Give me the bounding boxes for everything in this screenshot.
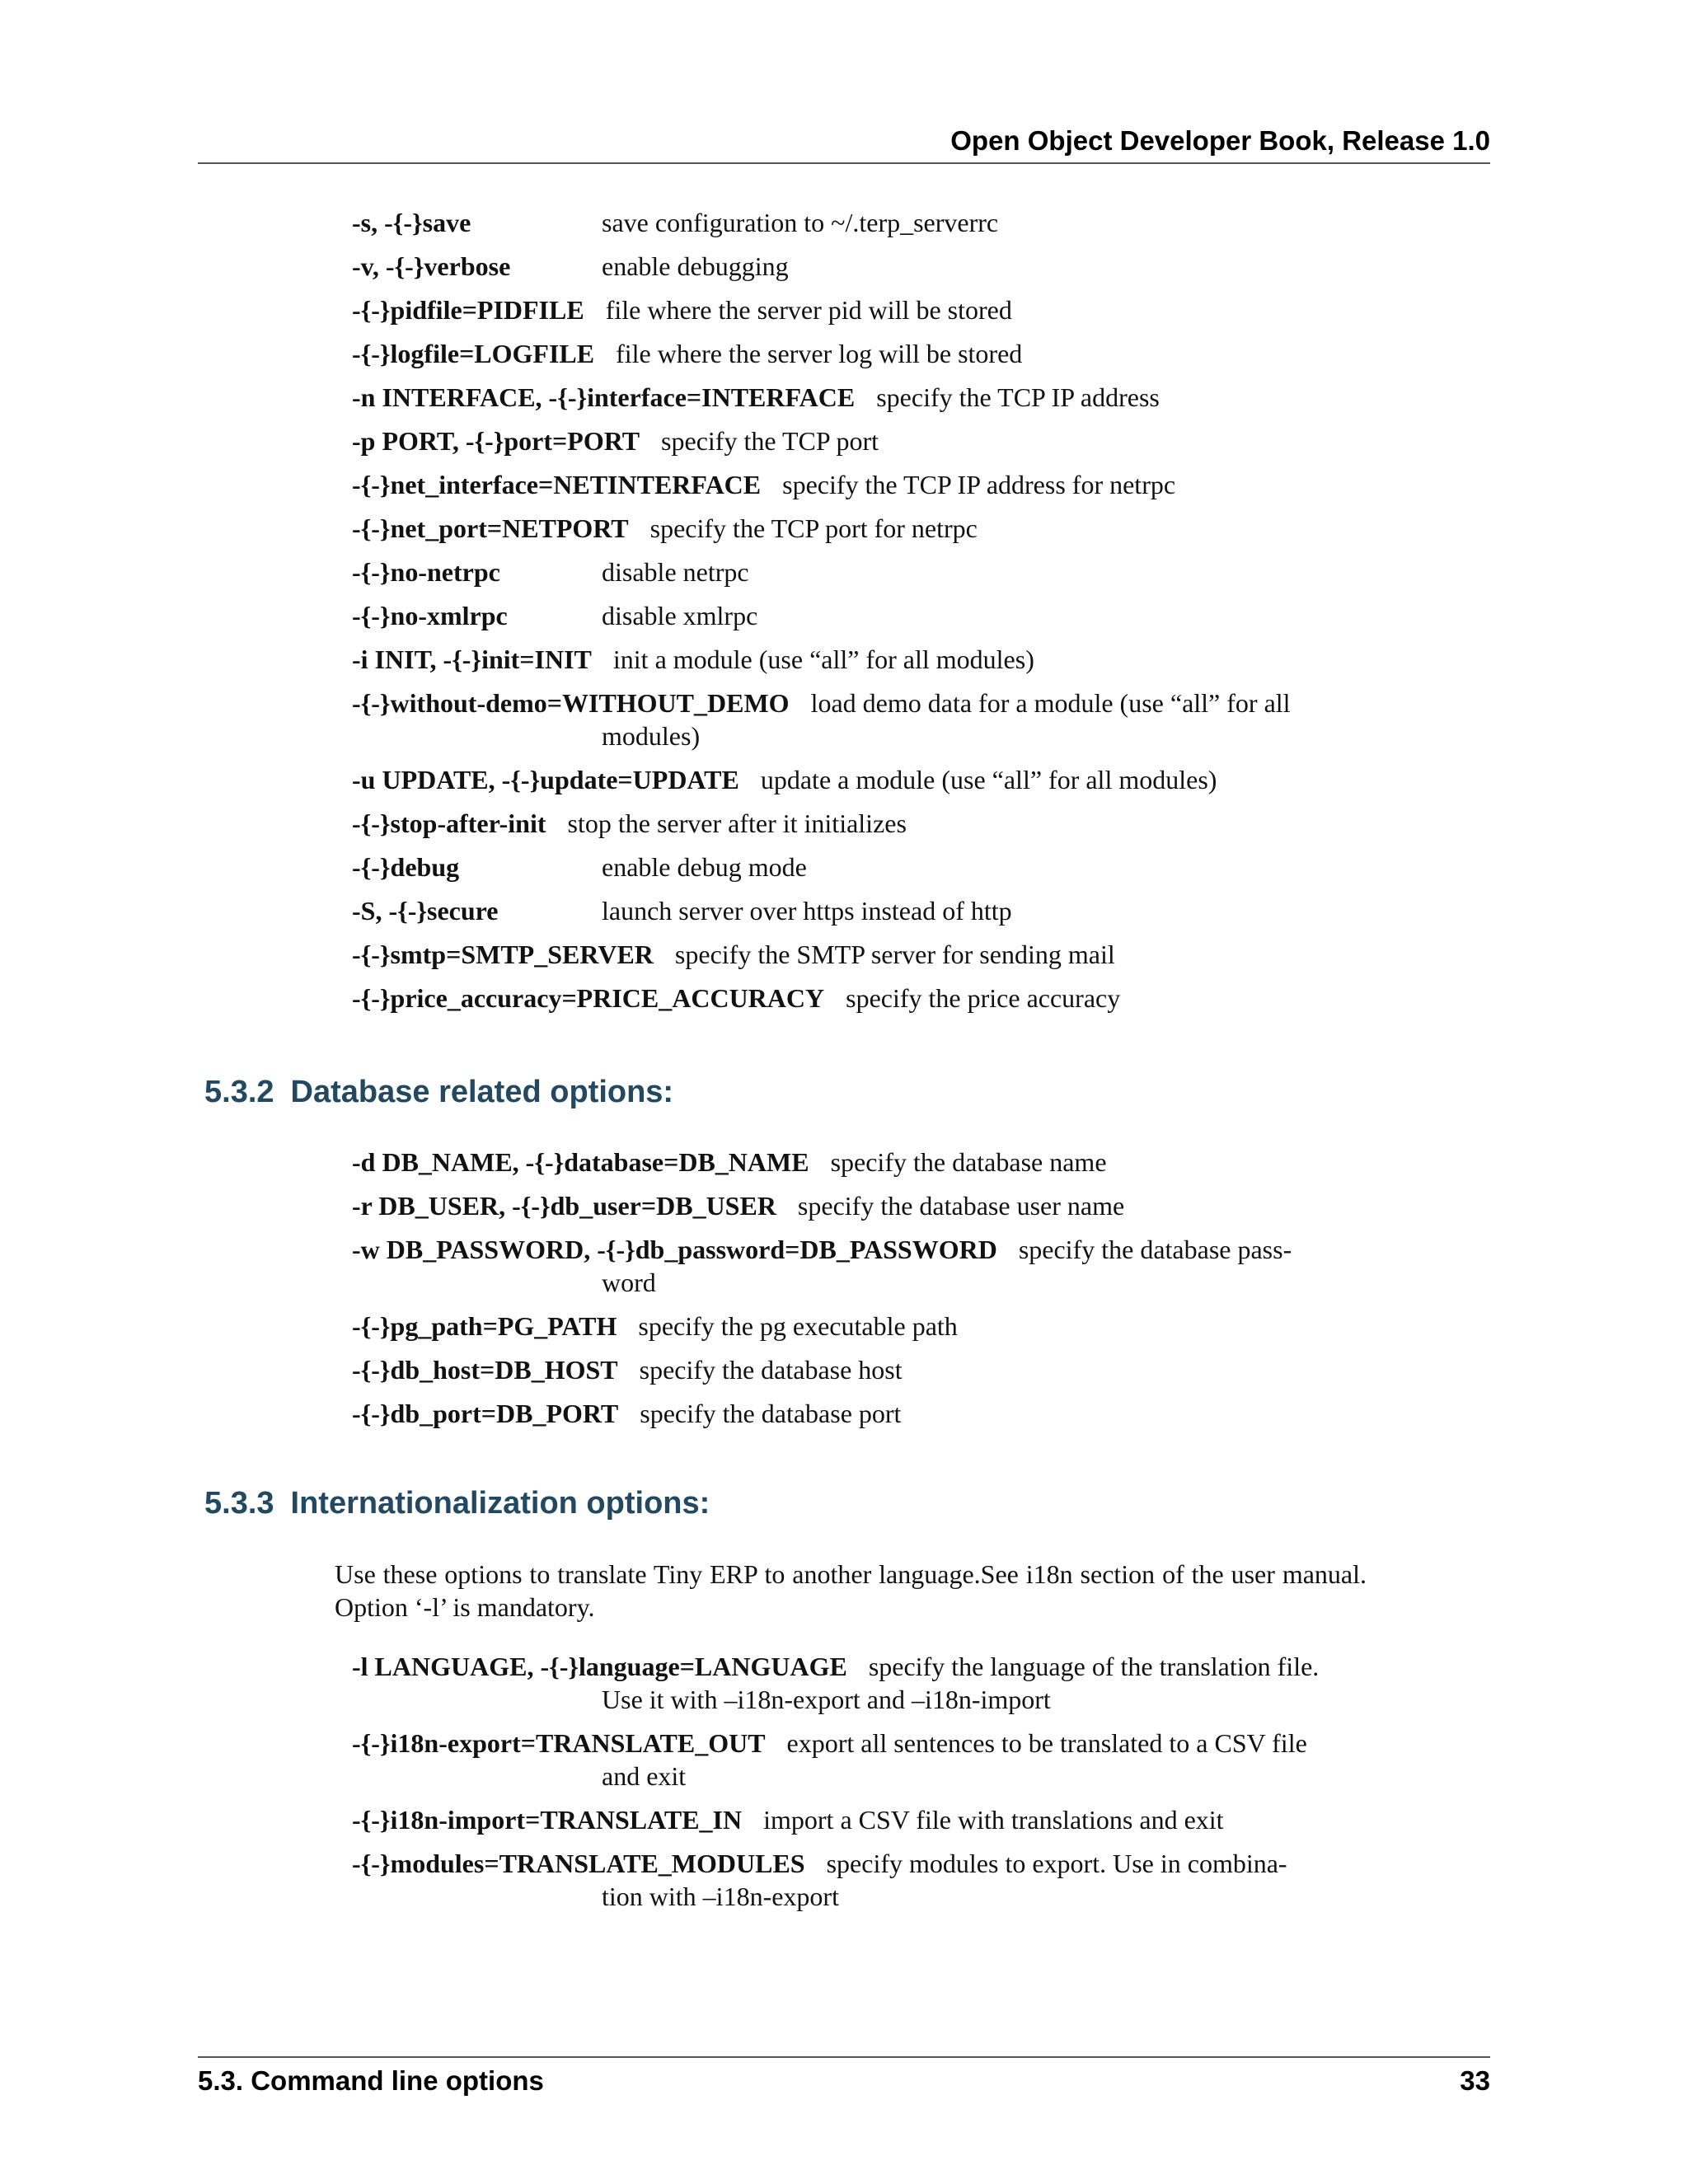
option-description-continued: word <box>602 1268 656 1297</box>
i18n-intro-paragraph: Use these options to translate Tiny ERP to another language.See i18n section of the user manual. Option ‘-l’ is mandatory. <box>335 1559 1367 1622</box>
option-description: import a CSV file with translations and exit <box>763 1805 1224 1835</box>
option-entry <box>352 1803 1349 1836</box>
option-entry <box>352 468 1349 501</box>
section-number: 5.3.3 <box>204 1486 274 1521</box>
option-description: specify the price accuracy <box>846 983 1121 1013</box>
option-entry <box>352 807 1349 840</box>
option-description: specify the pg executable path <box>638 1311 958 1341</box>
option-flag: -{-}net_port=NETPORT <box>352 513 629 543</box>
option-entry <box>352 599 1349 632</box>
option-entry <box>352 687 1349 752</box>
option-description: disable xmlrpc <box>602 601 758 630</box>
option-entry <box>352 512 1349 545</box>
option-description-continued: and exit <box>602 1761 687 1791</box>
option-entry <box>352 982 1349 1015</box>
option-flag: -r DB_USER, -{-}db_user=DB_USER <box>352 1191 776 1221</box>
option-entry <box>352 424 1349 457</box>
page-number: 33 <box>1460 2065 1490 2096</box>
option-flag: -{-}i18n-export=TRANSLATE_OUT <box>352 1728 766 1758</box>
option-description: specify the language of the translation file. <box>868 1652 1320 1681</box>
option-flag: -{-}price_accuracy=PRICE_ACCURACY <box>352 983 825 1013</box>
option-description: load demo data for a module (use “all” for all <box>810 688 1291 718</box>
option-description: export all sentences to be translated to a CSV file <box>786 1728 1307 1758</box>
server-options-list <box>352 206 1349 1025</box>
option-description-continued: modules) <box>602 721 701 751</box>
option-description: update a module (use “all” for all modules) <box>760 765 1217 794</box>
option-description: specify the database port <box>640 1399 902 1428</box>
option-entry <box>352 1397 1349 1430</box>
footer-section: 5.3. Command line options <box>198 2065 544 2096</box>
option-description: specify the TCP port <box>661 426 879 456</box>
option-description: specify the database name <box>830 1147 1107 1177</box>
section-number: 5.3.2 <box>204 1075 274 1109</box>
option-description: specify the TCP IP address <box>876 382 1160 412</box>
option-description: specify the SMTP server for sending mail <box>674 940 1115 969</box>
option-flag: -{-}no-netrpc <box>352 557 500 587</box>
option-description: specify modules to export. Use in combina- <box>826 1849 1287 1878</box>
option-flag: -{-}modules=TRANSLATE_MODULES <box>352 1849 805 1878</box>
option-description: launch server over https instead of http <box>602 896 1012 926</box>
option-description-continued: Use it with –i18n-export and –i18n-import <box>602 1685 1051 1714</box>
option-description: file where the server log will be stored <box>616 339 1023 368</box>
footer-rule <box>198 2056 1490 2058</box>
option-description: specify the database pass- <box>1018 1235 1292 1264</box>
section-heading-database <box>204 1075 673 1110</box>
option-description: init a module (use “all” for all modules) <box>612 644 1034 674</box>
section-title: Internationalization options: <box>290 1486 710 1521</box>
option-flag: -l LANGUAGE, -{-}language=LANGUAGE <box>352 1652 847 1681</box>
option-flag: -s, -{-}save <box>352 208 471 237</box>
option-flag: -{-}pidfile=PIDFILE <box>352 295 584 325</box>
option-entry <box>352 643 1349 676</box>
option-entry <box>352 851 1349 883</box>
option-description: specify the database host <box>639 1355 903 1385</box>
option-entry <box>352 1233 1349 1299</box>
option-entry <box>352 555 1349 588</box>
option-flag: -{-}stop-after-init <box>352 808 546 838</box>
option-description: enable debug mode <box>602 852 807 882</box>
option-entry <box>352 1310 1349 1343</box>
option-flag: -i INIT, -{-}init=INIT <box>352 644 592 674</box>
option-flag: -p PORT, -{-}port=PORT <box>352 426 640 456</box>
option-flag: -{-}logfile=LOGFILE <box>352 339 595 368</box>
section-heading-i18n <box>204 1486 710 1521</box>
option-entry <box>352 763 1349 796</box>
option-flag: -n INTERFACE, -{-}interface=INTERFACE <box>352 382 856 412</box>
option-description: specify the TCP IP address for netrpc <box>782 470 1176 499</box>
option-entry <box>352 293 1349 326</box>
header-rule <box>198 162 1490 164</box>
option-entry <box>352 381 1349 414</box>
option-flag: -S, -{-}secure <box>352 896 499 926</box>
running-header: Open Object Developer Book, Release 1.0 <box>950 125 1490 156</box>
option-entry <box>352 1146 1349 1179</box>
option-description: save configuration to ~/.terp_serverrc <box>602 208 999 237</box>
option-entry <box>352 337 1349 370</box>
option-flag: -u UPDATE, -{-}update=UPDATE <box>352 765 739 794</box>
option-flag: -v, -{-}verbose <box>352 251 511 281</box>
option-entry <box>352 1650 1349 1716</box>
option-flag: -{-}without-demo=WITHOUT_DEMO <box>352 688 790 718</box>
option-entry <box>352 894 1349 927</box>
option-flag: -{-}pg_path=PG_PATH <box>352 1311 617 1341</box>
i18n-options-list <box>352 1650 1349 1924</box>
option-flag: -d DB_NAME, -{-}database=DB_NAME <box>352 1147 809 1177</box>
option-description: enable debugging <box>602 251 789 281</box>
option-flag: -{-}no-xmlrpc <box>352 601 508 630</box>
option-description: file where the server pid will be stored <box>605 295 1012 325</box>
page-footer <box>198 2065 1490 2097</box>
database-options-list <box>352 1146 1349 1441</box>
option-description: specify the database user name <box>797 1191 1125 1221</box>
option-flag: -{-}debug <box>352 852 460 882</box>
option-flag: -{-}smtp=SMTP_SERVER <box>352 940 654 969</box>
option-flag: -{-}net_interface=NETINTERFACE <box>352 470 762 499</box>
option-entry <box>352 938 1349 971</box>
option-description-continued: tion with –i18n-export <box>602 1882 839 1911</box>
section-title: Database related options: <box>290 1075 674 1109</box>
option-entry <box>352 250 1349 283</box>
option-flag: -{-}db_port=DB_PORT <box>352 1399 619 1428</box>
option-entry <box>352 1353 1349 1386</box>
option-entry <box>352 1847 1349 1913</box>
option-description: stop the server after it initializes <box>567 808 907 838</box>
option-description: specify the TCP port for netrpc <box>649 513 978 543</box>
option-description: disable netrpc <box>602 557 749 587</box>
option-entry <box>352 206 1349 239</box>
option-flag: -w DB_PASSWORD, -{-}db_password=DB_PASSWORD <box>352 1235 997 1264</box>
option-entry <box>352 1189 1349 1222</box>
option-entry <box>352 1727 1349 1793</box>
option-flag: -{-}i18n-import=TRANSLATE_IN <box>352 1805 743 1835</box>
option-flag: -{-}db_host=DB_HOST <box>352 1355 618 1385</box>
